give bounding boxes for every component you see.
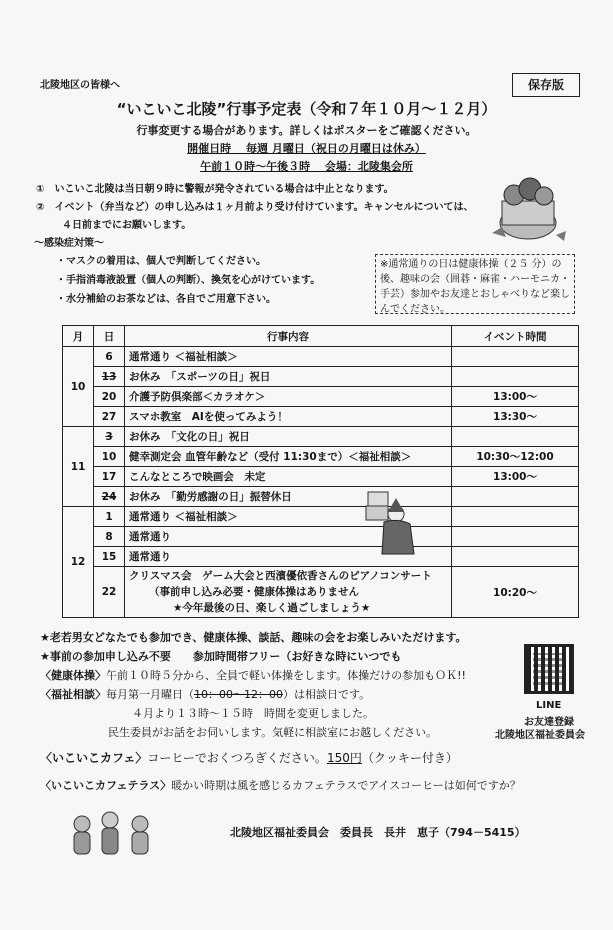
line-label: LINE	[536, 700, 562, 711]
santa-illustration	[358, 490, 418, 556]
infection-item: ・水分補給のお茶などは、各自でご用意下さい。	[56, 294, 276, 305]
content-cell: 健幸測定会 血管年齢など（受付 11:30まで）＜福祉相談＞	[125, 447, 452, 467]
notice-2b: ４日前までにお願いします。	[62, 220, 192, 231]
content-cell	[125, 567, 452, 618]
table-row	[63, 487, 579, 507]
time-cell: 13:30～	[452, 407, 579, 427]
header-content: 行事内容	[125, 326, 452, 347]
greeting: 北陵地区の皆様へ	[40, 80, 120, 91]
table-row	[63, 407, 579, 427]
content-cell: 通常通り ＜福祉相談＞	[125, 347, 452, 367]
time-cell: 10:20～	[452, 567, 579, 618]
footer-contact: 北陵地区福祉委員会 委員長 長井 恵子（794－5415）	[230, 826, 526, 839]
day-cell: 24	[94, 487, 125, 507]
day-cell: 13	[94, 367, 125, 387]
christmas-line-2: （事前申し込み必要・健康体操はありません	[149, 586, 359, 598]
line-org: 北陵地区福祉委員会	[495, 730, 585, 741]
table-row	[63, 467, 579, 487]
event-schedule-table	[62, 325, 579, 618]
welfare-text-b: ）は相談日です。	[283, 688, 371, 701]
infection-heading: ～感染症対策～	[34, 238, 104, 249]
time-cell	[452, 527, 579, 547]
time-cell	[452, 427, 579, 447]
subtitle: 行事変更する場合があります。詳しくはポスターをご確認ください。	[136, 124, 477, 137]
day-cell: 17	[94, 467, 125, 487]
page-title: “いこいこ北陵”行事予定表（令和７年１０月～１２月）	[116, 100, 497, 118]
notice-1: ① いこいこ北陵は当日朝９時に警報が発令されている場合は中止となります。	[36, 184, 394, 195]
welfare-text-a: 毎月第一月曜日（	[106, 688, 194, 701]
schedule-dates	[0, 140, 613, 156]
christmas-line-1: クリスマス会 ゲーム大会と西濱優依香さんのピアノコンサート	[129, 570, 432, 582]
day-cell: 1	[94, 507, 125, 527]
day-cell: 10	[94, 447, 125, 467]
terrace-line	[40, 777, 521, 793]
month-cell: 12	[63, 507, 94, 618]
content-cell: 通常通り	[125, 547, 452, 567]
table-row	[63, 347, 579, 367]
health-label: 〈健康体操〉	[40, 669, 106, 682]
time-cell	[452, 367, 579, 387]
content-cell: スマホ教室 AIを使ってみよう！	[125, 407, 452, 427]
note-line: ★老若男女どなたでも参加でき、健康体操、談話、趣味の会をお楽しみいただけます。	[40, 631, 467, 644]
welfare-label: 〈福祉相談〉	[40, 688, 106, 701]
time-cell	[452, 547, 579, 567]
table-row	[63, 507, 579, 527]
notice-2: ② イベント（弁当など）の申し込みは１ヶ月前より受け付けています。キャンセルについては、	[36, 202, 474, 213]
note-line: ★事前の参加申し込み不要 参加時間帯フリー（お好きな時にいつでも	[40, 650, 402, 663]
line-registration: お友達登録	[524, 717, 574, 728]
welfare-change: ４月より１３時～１５時 時間を変更しました。	[132, 707, 374, 720]
time-cell	[452, 487, 579, 507]
day-cell: 6	[94, 347, 125, 367]
table-row	[63, 427, 579, 447]
cafe-text-b: （クッキー付き）	[361, 751, 458, 765]
archive-badge: 保存版	[512, 73, 580, 97]
day-cell: 15	[94, 547, 125, 567]
time-cell: 10:30～12:00	[452, 447, 579, 467]
people-illustration	[64, 808, 160, 858]
month-cell: 11	[63, 427, 94, 507]
day-cell: 3	[94, 427, 125, 447]
schedule-line-1: 開催日時 毎週 月曜日（祝日の月曜日は休み）	[187, 142, 426, 155]
day-cell: 22	[94, 567, 125, 618]
autumn-basket-illustration	[486, 163, 570, 245]
day-cell: 20	[94, 387, 125, 407]
welfare-old-time: 10：00～12：00	[194, 688, 283, 701]
table-row	[63, 527, 579, 547]
header-day: 日	[94, 326, 125, 347]
health-text: 午前１０時５分から、全員で軽い体操をします。体操だけの参加もＯＫ!!	[106, 669, 466, 682]
time-cell	[452, 347, 579, 367]
time-cell: 13:00～	[452, 387, 579, 407]
terrace-label: 〈いこいこカフェテラス〉	[40, 779, 172, 792]
time-cell: 13:00～	[452, 467, 579, 487]
line-qr-code[interactable]	[524, 644, 574, 694]
content-cell: お休み 「スポーツの日」祝日	[125, 367, 452, 387]
infection-item: ・マスクの着用は、個人で判断してください。	[56, 256, 266, 267]
content-cell: お休み 「勤労感謝の日」振替休日	[125, 487, 452, 507]
cafe-text-a: コーヒーでおくつろぎください。	[147, 751, 327, 765]
health-note-box: ※通常通りの日は健康体操（２５ 分）の後、趣味の会（囲碁・麻雀・ハーモニカ・手芸）参加やお友達とおしゃべりなど楽しんでください。	[375, 254, 575, 314]
cafe-price: 150円	[326, 751, 362, 765]
content-cell: 通常通り ＜福祉相談＞	[125, 507, 452, 527]
table-row	[63, 367, 579, 387]
cafe-line	[40, 749, 458, 766]
month-cell: 10	[63, 347, 94, 427]
table-row	[63, 447, 579, 467]
header-time: イベント時間	[452, 326, 579, 347]
health-exercise-line	[40, 667, 466, 683]
content-cell: 介護予防倶楽部＜カラオケ＞	[125, 387, 452, 407]
day-cell: 27	[94, 407, 125, 427]
time-cell	[452, 507, 579, 527]
infection-item: ・手指消毒液設置（個人の判断）、換気を心がけています。	[56, 275, 321, 286]
day-cell: 8	[94, 527, 125, 547]
content-cell: お休み 「文化の日」祝日	[125, 427, 452, 447]
welfare-consult-line	[40, 686, 370, 702]
schedule-line-2: 午前１０時～午後３時 会場：北陵集会所	[200, 160, 413, 173]
table-header-row	[63, 326, 579, 347]
header-month: 月	[63, 326, 94, 347]
table-row	[63, 547, 579, 567]
christmas-line-3: ★今年最後の日、楽しく過ごしましょう★	[173, 602, 371, 614]
content-cell: こんなところで映画会 未定	[125, 467, 452, 487]
table-row	[63, 567, 579, 618]
content-cell: 通常通り	[125, 527, 452, 547]
welfare-note: 民生委員がお話をお伺いします。気軽に相談室にお越しください。	[108, 726, 438, 739]
table-row	[63, 387, 579, 407]
terrace-text: 暖かい時期は風を感じるカフェテラスでアイスコーヒーは如何ですか？	[171, 779, 521, 792]
cafe-label: 〈いこいこカフェ〉	[40, 751, 148, 765]
